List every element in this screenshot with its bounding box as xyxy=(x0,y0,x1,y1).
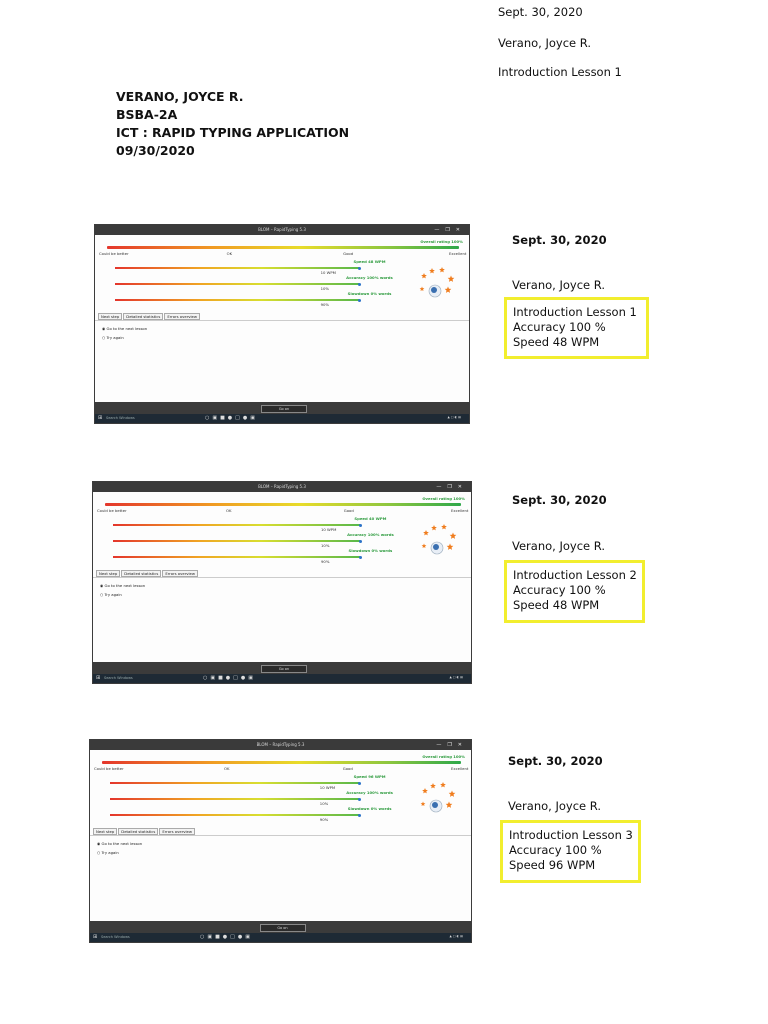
app-screenshot xyxy=(89,739,472,943)
overall-rating: Overall rating 100% xyxy=(420,239,463,244)
tab-2[interactable]: Errors overview xyxy=(162,570,198,577)
tab-1[interactable]: Detailed statistics xyxy=(118,828,158,835)
next-lesson-label: Go to the next lesson xyxy=(101,841,143,846)
tab-strip xyxy=(96,570,199,577)
window-titlebar xyxy=(95,225,469,235)
scale-label: Excellent xyxy=(449,251,467,256)
taskbar-apps-icon: ○▣■●□●▣ xyxy=(205,415,258,421)
accuracy-reference: 10% xyxy=(320,286,330,291)
divider xyxy=(93,577,471,578)
accuracy-label: Accuracy 100% words xyxy=(347,532,394,537)
taskbar-search[interactable]: Search Windows xyxy=(106,416,135,420)
slowdown-label: Slowdown 0% words xyxy=(348,548,393,553)
top-lesson: Introduction Lesson 1 xyxy=(498,65,622,79)
student-name: VERANO, JOYCE R. xyxy=(116,89,244,104)
entry-name: Verano, Joyce R. xyxy=(508,799,601,813)
speed-label: Speed 96 WPM xyxy=(353,774,386,779)
entry-date: Sept. 30, 2020 xyxy=(512,493,607,507)
scale-label: Could be better xyxy=(94,766,124,771)
speed-result: Speed 96 WPM xyxy=(509,858,596,872)
scale-label: Good xyxy=(343,251,354,256)
app-footer xyxy=(95,402,469,414)
windows-taskbar xyxy=(90,933,471,942)
accuracy-label: Accuracy 100% words xyxy=(346,790,393,795)
radio-checked-icon: ◉ xyxy=(102,326,107,331)
tab-1[interactable]: Detailed statistics xyxy=(123,313,163,320)
rating-scale-bar xyxy=(102,761,461,764)
tab-0[interactable]: Next step xyxy=(98,313,122,320)
tab-2[interactable]: Errors overview xyxy=(164,313,200,320)
scale-label: Excellent xyxy=(451,508,469,513)
overall-rating: Overall rating 100% xyxy=(422,496,465,501)
rating-stars-icon xyxy=(420,524,460,560)
window-title: BLOM – RapidTyping 5.3 xyxy=(256,742,305,747)
accuracy-label: Accuracy 100% words xyxy=(346,275,393,280)
next-lesson-radio[interactable] xyxy=(100,583,145,588)
taskbar-apps-icon: ○▣■●□●▣ xyxy=(203,675,256,681)
accuracy-reference: 10% xyxy=(321,543,330,548)
app-footer xyxy=(90,921,471,933)
scale-label: Excellent xyxy=(451,766,469,771)
radio-checked-icon: ◉ xyxy=(100,583,105,588)
try-again-radio[interactable] xyxy=(102,335,124,340)
accuracy-bar xyxy=(113,540,360,542)
speed-marker xyxy=(358,267,361,270)
slowdown-marker xyxy=(358,814,361,817)
accuracy-marker xyxy=(358,283,361,286)
speed-label: Speed 48 WPM xyxy=(353,259,386,264)
windows-start-icon[interactable]: ⊞ xyxy=(96,675,101,681)
window-title: BLOM – RapidTyping 5.3 xyxy=(258,227,306,232)
header-date: 09/30/2020 xyxy=(116,143,195,158)
next-lesson-radio[interactable] xyxy=(97,841,142,846)
radio-unchecked-icon: ○ xyxy=(97,850,102,855)
speed-reference: 10 WPM xyxy=(320,270,336,275)
accuracy-bar xyxy=(110,798,359,800)
radio-unchecked-icon: ○ xyxy=(100,592,105,597)
lesson-title: Introduction Lesson 1 xyxy=(513,305,637,319)
scale-label: OK xyxy=(224,766,230,771)
slowdown-label: Slowdown 0% words xyxy=(347,291,392,296)
speed-reference: 10 WPM xyxy=(321,527,337,532)
slowdown-bar xyxy=(115,299,359,301)
scale-label: Could be better xyxy=(97,508,127,513)
windows-taskbar xyxy=(95,414,469,423)
go-on-button[interactable]: Go on xyxy=(261,665,307,673)
try-again-label: Try again xyxy=(104,592,122,597)
window-titlebar xyxy=(93,482,471,492)
speed-marker xyxy=(359,524,362,527)
accuracy-result: Accuracy 100 % xyxy=(513,583,606,597)
next-lesson-label: Go to the next lesson xyxy=(104,583,146,588)
speed-label: Speed 40 WPM xyxy=(354,516,387,521)
stars xyxy=(418,267,458,307)
speed-result: Speed 48 WPM xyxy=(513,598,600,612)
slowdown-label: Slowdown 0% words xyxy=(347,806,392,811)
speed-result: Speed 48 WPM xyxy=(513,335,600,349)
rating-scale-bar xyxy=(107,246,459,249)
taskbar-apps-icon: ○▣■●□●▣ xyxy=(200,934,253,940)
try-again-label: Try again xyxy=(106,335,124,340)
tab-2[interactable]: Errors overview xyxy=(159,828,195,835)
speed-bar xyxy=(110,782,359,784)
entry-name: Verano, Joyce R. xyxy=(512,278,605,292)
entry-name: Verano, Joyce R. xyxy=(512,539,605,553)
accuracy-reference: 10% xyxy=(319,801,329,806)
try-again-label: Try again xyxy=(101,850,119,855)
taskbar-search[interactable]: Search Windows xyxy=(104,676,133,680)
top-name: Verano, Joyce R. xyxy=(498,36,591,50)
subject: ICT : RAPID TYPING APPLICATION xyxy=(116,125,350,140)
window-title: BLOM – RapidTyping 5.3 xyxy=(258,484,306,489)
result-box xyxy=(500,820,641,883)
taskbar-tray-icon: ▲ □ ◐ ▤ xyxy=(447,415,461,419)
result-box xyxy=(504,560,645,623)
overall-rating: Overall rating 100% xyxy=(422,754,465,759)
speed-reference: 10 WPM xyxy=(319,785,336,790)
result-box xyxy=(504,297,649,359)
slowdown-reference: 90% xyxy=(319,817,329,822)
lesson-title: Introduction Lesson 2 xyxy=(513,568,637,582)
window-controls-icon: —❐✕ xyxy=(436,484,468,490)
tab-strip xyxy=(93,828,196,835)
slowdown-bar xyxy=(110,814,359,816)
try-again-radio[interactable] xyxy=(100,592,122,597)
window-controls-icon: —❐✕ xyxy=(434,227,466,233)
slowdown-marker xyxy=(359,556,362,559)
scale-label: Good xyxy=(343,508,354,513)
go-on-button[interactable]: Go on xyxy=(260,924,306,932)
radio-checked-icon: ◉ xyxy=(97,841,102,846)
accuracy-result: Accuracy 100 % xyxy=(513,320,606,334)
slowdown-reference: 90% xyxy=(321,559,330,564)
rating-stars-icon xyxy=(418,267,458,303)
windows-start-icon[interactable]: ⊞ xyxy=(93,934,98,940)
slowdown-reference: 90% xyxy=(320,302,330,307)
scale-label: OK xyxy=(226,251,233,256)
windows-start-icon[interactable]: ⊞ xyxy=(98,415,103,421)
lesson-title: Introduction Lesson 3 xyxy=(509,828,633,842)
next-lesson-radio[interactable] xyxy=(102,326,147,331)
app-footer xyxy=(93,662,471,674)
rating-scale-bar xyxy=(105,503,461,506)
scale-label: Good xyxy=(342,766,353,771)
app-screenshot xyxy=(94,224,470,424)
tab-0[interactable]: Next step xyxy=(96,570,120,577)
radio-unchecked-icon: ○ xyxy=(102,335,107,340)
tab-strip xyxy=(98,313,201,320)
accuracy-bar xyxy=(115,283,359,285)
speed-bar xyxy=(113,524,360,526)
slowdown-marker xyxy=(358,299,361,302)
section: BSBA-2A xyxy=(116,107,178,122)
scale-label: Could be better xyxy=(99,251,129,256)
scale-label: OK xyxy=(226,508,232,513)
speed-marker xyxy=(358,782,361,785)
taskbar-search[interactable]: Search Windows xyxy=(101,935,130,939)
entry-date: Sept. 30, 2020 xyxy=(512,233,607,247)
app-screenshot xyxy=(92,481,472,684)
next-lesson-label: Go to the next lesson xyxy=(106,326,148,331)
stars xyxy=(419,782,459,822)
speed-bar xyxy=(115,267,359,269)
tab-0[interactable]: Next step xyxy=(93,828,117,835)
taskbar-tray-icon: ▲ □ ◐ ▤ xyxy=(449,675,463,679)
slowdown-bar xyxy=(113,556,360,558)
accuracy-result: Accuracy 100 % xyxy=(509,843,602,857)
divider xyxy=(90,835,471,836)
accuracy-marker xyxy=(359,540,362,543)
entry-date: Sept. 30, 2020 xyxy=(508,754,603,768)
window-titlebar xyxy=(90,740,471,750)
stars xyxy=(420,524,460,564)
document-header xyxy=(116,88,349,160)
try-again-radio[interactable] xyxy=(97,850,119,855)
tab-1[interactable]: Detailed statistics xyxy=(121,570,161,577)
top-date: Sept. 30, 2020 xyxy=(498,5,583,19)
rating-stars-icon xyxy=(419,782,459,818)
accuracy-marker xyxy=(358,798,361,801)
divider xyxy=(95,320,469,321)
go-on-button[interactable]: Go on xyxy=(261,405,307,413)
windows-taskbar xyxy=(93,674,471,683)
window-controls-icon: —❐✕ xyxy=(436,742,468,748)
taskbar-tray-icon: ▲ □ ◐ ▤ xyxy=(449,934,463,938)
